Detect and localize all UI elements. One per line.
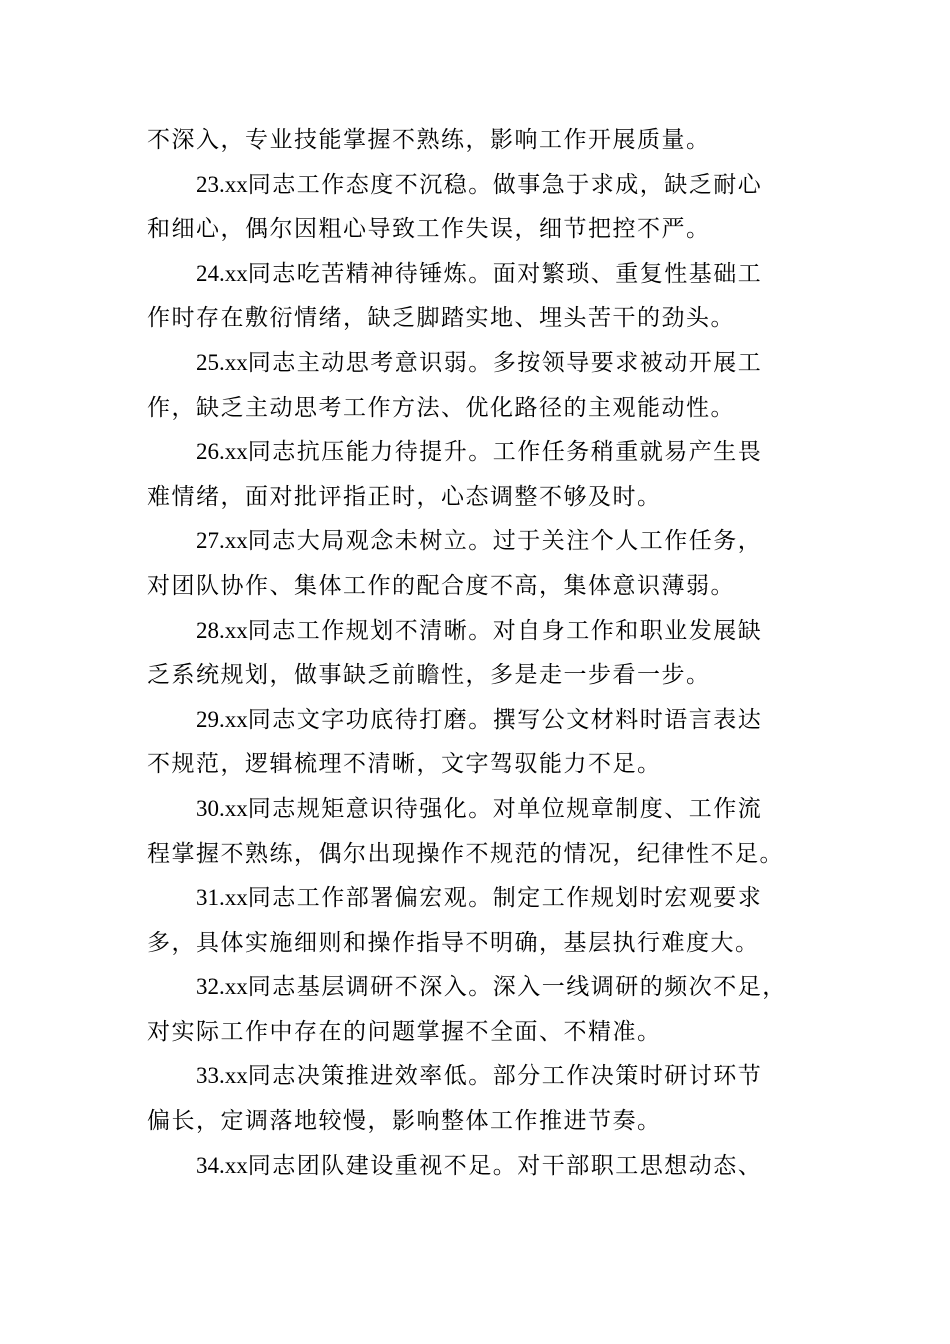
item-text-line: 难情绪，面对批评指正时，心态调整不够及时。: [147, 483, 662, 510]
item-number: 28.xx: [196, 617, 248, 643]
list-item-26: [147, 430, 807, 519]
item-text-line: 同志规矩意识待强化。对单位规章制度、工作流: [247, 795, 763, 822]
item-number: 33.xx: [196, 1063, 248, 1089]
item-text-line: 同志基层调研不深入。深入一线调研的频次不足，: [247, 974, 787, 1001]
list-item-33: [147, 1054, 807, 1143]
item-text-line: 同志工作规划不清晰。对自身工作和职业发展缺: [247, 617, 763, 644]
item-text-line: 对实际工作中存在的问题掌握不全面、不精准。: [147, 1018, 662, 1045]
list-item-32: [147, 965, 807, 1054]
item-text-line: 不规范，逻辑梳理不清晰，文字驾驭能力不足。: [147, 751, 662, 778]
item-text-line: 多，具体实施细则和操作指导不明确，基层执行难度大。: [147, 929, 760, 956]
list-item-31: [147, 876, 807, 965]
list-item-29: [147, 698, 807, 787]
item-number: 24.xx: [196, 260, 248, 286]
item-text-line: 同志文字功底待打磨。撰写公文材料时语言表达: [247, 706, 763, 733]
paragraph-continuation: 不深入，专业技能掌握不熟练，影响工作开展质量。: [147, 127, 711, 153]
item-number: 26.xx: [196, 439, 248, 465]
list-item-25: [147, 341, 807, 430]
item-text-line: 和细心，偶尔因粗心导致工作失误，细节把控不严。: [147, 216, 711, 243]
item-text-line: 乏系统规划，做事缺乏前瞻性，多是走一步看一步。: [147, 662, 711, 689]
item-text-line: 同志决策推进效率低。部分工作决策时研讨环节: [247, 1063, 763, 1090]
item-text-line: 同志工作部署偏宏观。制定工作规划时宏观要求: [247, 885, 763, 912]
item-text-line: 作，缺乏主动思考工作方法、优化路径的主观能动性。: [147, 394, 735, 421]
item-text-line: 同志主动思考意识弱。多按领导要求被动开展工: [247, 349, 763, 376]
item-text-line: 作时存在敷衍情绪，缺乏脚踏实地、埋头苦干的劲头。: [147, 305, 735, 332]
item-number: 23.xx: [196, 171, 248, 197]
list-item-30: [147, 787, 807, 876]
list-item-28: [147, 609, 807, 698]
list-item-24: [147, 252, 807, 341]
item-number: 31.xx: [196, 885, 248, 911]
item-text-line: 同志吃苦精神待锤炼。面对繁琐、重复性基础工: [247, 260, 763, 287]
document-body: [147, 118, 807, 1188]
list-item-34: [147, 1144, 807, 1189]
item-number: 34.xx: [196, 1152, 248, 1178]
item-text-line: 同志抗压能力待提升。工作任务稍重就易产生畏: [247, 439, 763, 466]
list-item-23: [147, 163, 807, 252]
item-text-line: 偏长，定调落地较慢，影响整体工作推进节奏。: [147, 1108, 662, 1135]
item-text-line: 程掌握不熟练，偶尔出现操作不规范的情况，纪律性不足。: [147, 840, 784, 867]
list-item-27: [147, 519, 807, 608]
item-number: 25.xx: [196, 349, 248, 375]
item-text-line: 同志大局观念未树立。过于关注个人工作任务，: [247, 528, 763, 555]
item-number: 32.xx: [196, 974, 248, 1000]
item-text-line: 对团队协作、集体工作的配合度不高，集体意识薄弱。: [147, 572, 735, 599]
item-number: 27.xx: [196, 528, 248, 554]
item-text-line: 同志团队建设重视不足。对干部职工思想动态、: [247, 1152, 763, 1179]
item-number: 30.xx: [196, 795, 248, 821]
item-text-line: 同志工作态度不沉稳。做事急于求成，缺乏耐心: [247, 171, 763, 198]
item-number: 29.xx: [196, 706, 248, 732]
